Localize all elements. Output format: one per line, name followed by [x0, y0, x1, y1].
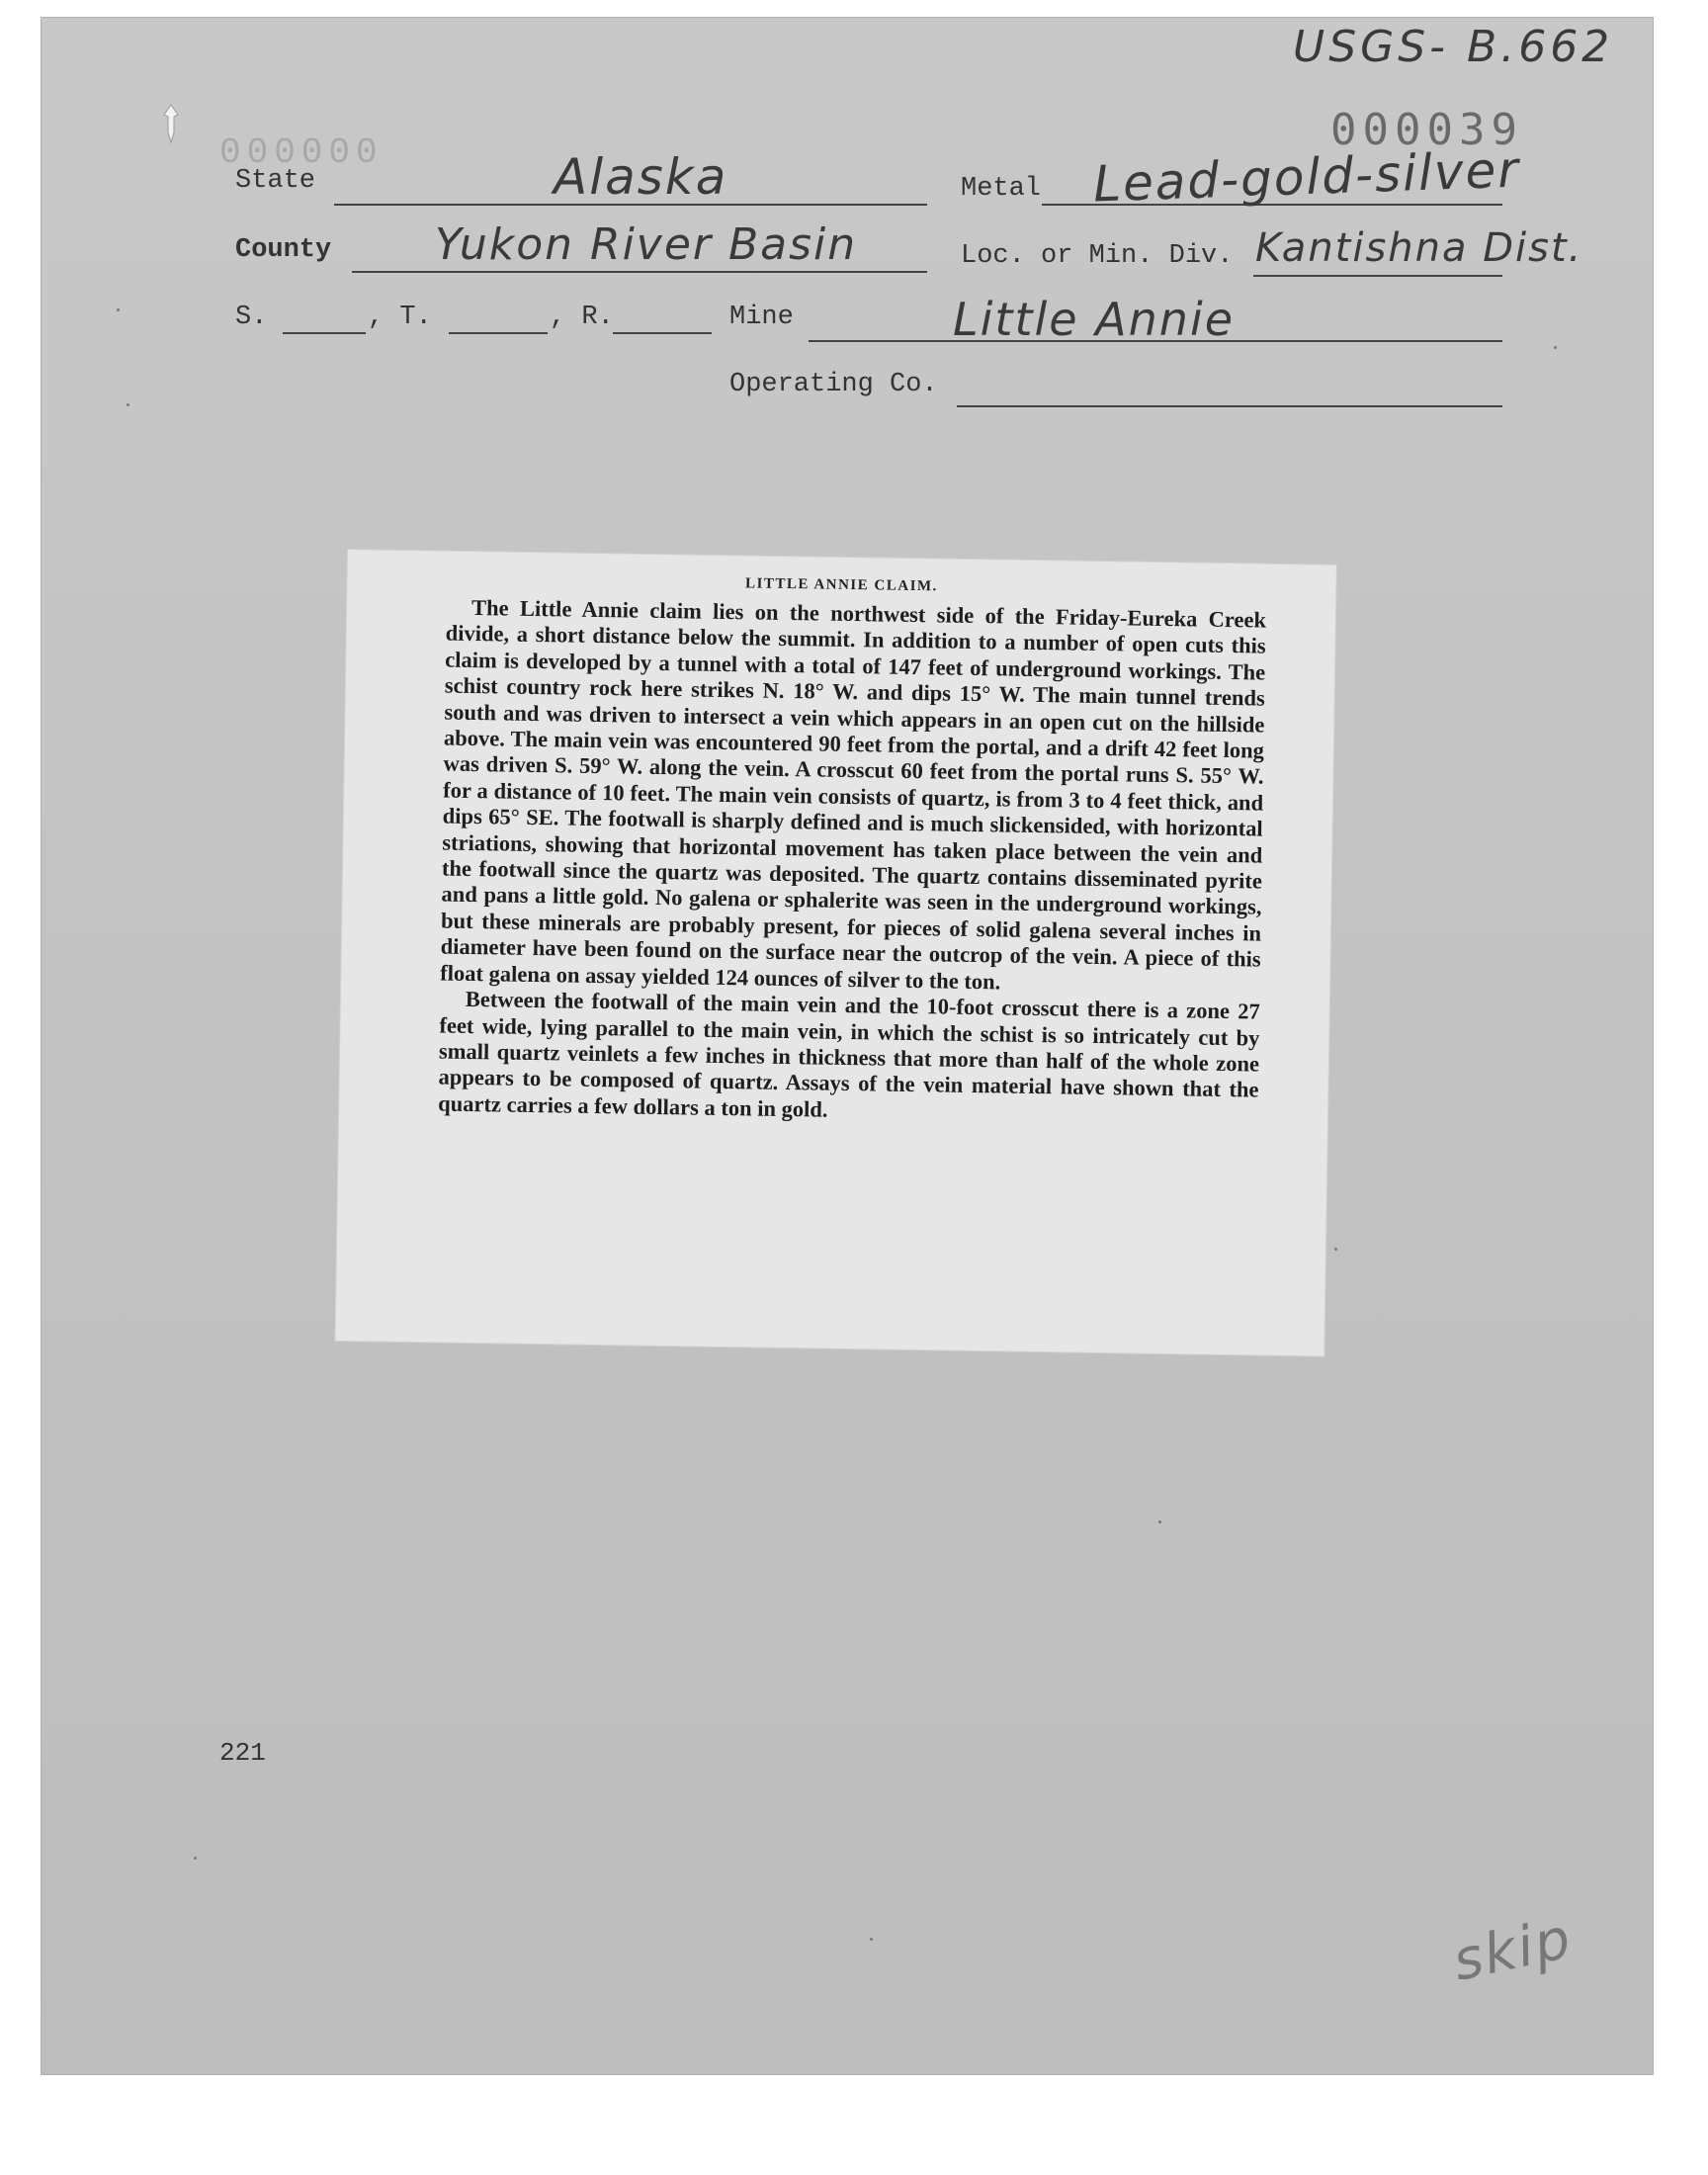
range-label: , R. — [550, 303, 614, 332]
clipping-paragraph-1: The Little Annie claim lies on the northwest side of the Friday-Eureka Creek divide, a short distance below the summit. In addition to a number of open cuts this claim is developed by a tunnel with a total of 147 feet of underground workings. The schist country rock here strikes N. 18° W. and dips 15° W. The main tunnel trends south and was driven to intersect a vein which appears in an open cut on the hillside above. The main vein was encountered 90 feet from the portal, and a drift 42 feet long was driven S. 59° W. along the vein. A crosscut 60 feet from the portal runs S. 55° W. for a distance of 10 feet. The main vein consists of quartz, is from 3 to 4 feet thick, and dips 65° SE. The footwall is sharply defined and is much slickensided, with horizontal striations, showing that horizontal movement has taken place between the vein and the footwall since the quartz was deposited. The quartz contains disseminated pyrite and pans a little gold. No galena or sphalerite was seen in the underground workings, but these minerals are probably present, for pieces of solid galena several inches in diameter have been found on the surface near the outcrop of the vein. A piece of this float galena on assay yielded 124 ounces of silver to the ton. — [440, 594, 1267, 995]
clipping-paragraph-2: Between the footwall of the main vein and the 10-foot crosscut there is a zone 27 feet wide, lying parallel to the main vein, in which the schist is so intricately cut by small quartz veinlets a few inches in thickness that more than half of the whole zone appears to be composed of quartz. Assays of the vein material have shown that the quartz carries a few dollars a ton in gold. — [438, 987, 1260, 1122]
mine-value: Little Annie — [953, 293, 1236, 346]
county-label: County — [235, 235, 332, 265]
section-label: S. — [235, 303, 268, 332]
operating-label: Operating Co. — [729, 370, 938, 399]
page-number: 221 — [219, 1738, 266, 1768]
speck — [870, 1938, 873, 1941]
loc-value: Kantishna Dist. — [1255, 225, 1583, 271]
speck — [194, 1857, 197, 1860]
loc-line — [1253, 275, 1502, 277]
document-id: USGS- B.662 — [1293, 22, 1614, 72]
section-line — [283, 332, 366, 334]
county-line — [352, 271, 927, 273]
speck — [1554, 346, 1557, 349]
loc-label: Loc. or Min. Div. — [961, 241, 1234, 271]
stamp-number: 000039 — [1330, 105, 1523, 155]
metal-label: Metal — [961, 174, 1042, 204]
faint-number: 000000 — [219, 132, 384, 173]
speck — [1158, 1521, 1161, 1523]
speck — [117, 308, 120, 311]
mine-label: Mine — [729, 303, 794, 332]
clipping-body — [438, 595, 1266, 1130]
township-line — [449, 332, 548, 334]
pin-icon — [156, 103, 186, 144]
speck — [127, 403, 129, 406]
operating-line — [957, 405, 1502, 407]
range-line — [613, 332, 712, 334]
skip-annotation: skip — [1447, 1906, 1579, 1994]
state-label: State — [235, 166, 316, 196]
metal-value: Lead-gold-silver — [1092, 140, 1521, 214]
township-label: , T. — [368, 303, 432, 332]
state-value: Alaska — [554, 148, 728, 206]
county-value: Yukon River Basin — [435, 219, 858, 270]
printed-clipping — [335, 550, 1335, 1356]
speck — [1334, 1248, 1337, 1251]
clipping-title: LITTLE ANNIE CLAIM. — [744, 575, 939, 595]
